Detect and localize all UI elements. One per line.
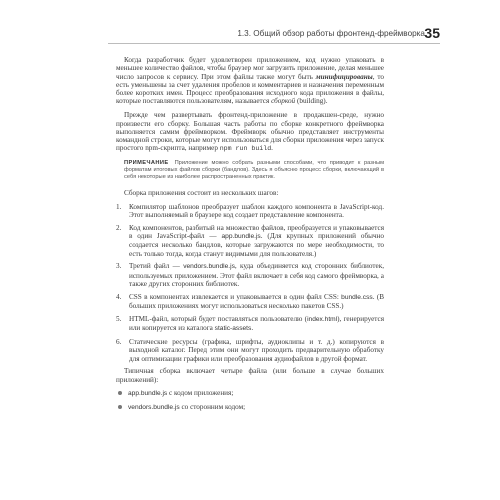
step-number: 5. [116,314,122,323]
step-text: . [251,324,254,333]
list-item [116,262,384,288]
step-text: Статические ресурсы (графика, шрифты, аудиоклипы и т. д.) копируются в выходной каталог. Перед этим они могут проходить предварительную обработку для оптимизации графики или преобразования аудиофайлов в другой формат. [129,337,384,363]
step-number: 2. [116,223,122,232]
term-build: сборкой [271,97,296,106]
step-text: , куда объединяется код сторонних библиотек, используемых приложением. Этот файл включает в себя код самого фреймворка, а также других сторонних библиотек. [129,262,384,288]
bundle-files-list [116,389,384,412]
list-item [116,203,384,220]
file-name: vendors.bundle.js [128,403,180,411]
step-number: 4. [116,292,122,301]
step-text: CSS в компонентах извлекается и упаковывается в один файл CSS: [129,292,342,301]
bundle-summary: Типичная сборка включает четыре файла (или больше в случае больших приложений): [116,367,384,384]
section-title: 1.3. Общий обзор работы фронтенд-фреймворка [237,29,425,38]
page-number: 35 [424,25,440,41]
list-item [116,224,384,258]
paragraph-text: Когда разработчик будет удовлетворен приложением, код нужно упаковать в меньшее количество файлов, чтобы браузер мог загрузить приложение, делая меньшее число запросов к сервису. При этом файлы также могут быть [116,56,384,81]
file-name: app.bundle.js [128,390,168,398]
note-block [124,160,384,181]
paragraph-deploy [116,111,384,153]
bullet-icon [118,391,122,395]
paragraph-build-intro [116,56,384,106]
term-minified: минифицированы [315,72,373,81]
bullet-icon [118,405,122,409]
steps-intro: Сборка приложения состоит из нескольких шагов: [124,188,279,197]
list-item [116,338,384,363]
header-divider [108,43,440,44]
list-item [116,293,384,311]
note-text: Приложение можно собрать разными способами, что приводит к разным форматам итоговых файлов сборки (бандлов). Здесь я объясню процесс сборки, включающий в себя некоторые из наиболее распространенных практик. [124,159,384,180]
step-number: 1. [116,202,122,211]
bullet-text: со сторонним кодом; [179,402,246,411]
file-name: bundle.css [341,293,373,301]
paragraph-text: Прежде чем развертывать фронтенд-приложение в продакшен-среде, нужно произвести его сборку. Большая часть работы по сборке конкретного фреймворка выполняется самим фреймворком. Фреймворк обычно представляет инструменты командной строки, которые могут использоваться для сборки приложения через запуск простого npm-скрипта, например [116,111,384,153]
build-steps-list [116,203,384,363]
page-header [0,26,500,46]
bullet-text: с кодом приложения; [167,389,234,398]
command-code: npm run build [219,145,272,153]
step-text: Код компонентов, разбитый на множество файлов, преобразуется и упаковывается в один JavaScript-файл — [129,223,384,240]
step-text: ), генерируется или копируется из каталога [129,314,384,333]
list-item [116,315,384,334]
paragraph-text: , то есть уменьшены за счет удаления пробелов и комментариев и назначения переменным более коротких имен. Процесс преобразования исходного кода приложения в файлы, которые поставляются пользователям, называется [116,72,385,106]
page-content [116,56,384,416]
file-name: app.bundle.js [221,232,261,240]
step-text: . (В больших приложениях могут использоваться несколько пакетов CSS.) [129,292,385,311]
note-label: ПРИМЕЧАНИЕ [124,159,169,166]
directory-name: static-assets [214,325,252,333]
step-text: Третий файл — [129,262,184,271]
file-name: vendors.bundle.js [183,263,235,271]
paragraph-text: . [271,144,273,153]
step-text: . (Для крупных приложений обычно создается несколько бандлов, которые загружаются по мере необходимости, то есть только тогда, когда станут видимыми для пользователя.) [129,231,384,258]
list-item [116,389,384,398]
step-number: 6. [116,337,122,346]
step-text: Компилятор шаблонов преобразует шаблон каждого компонента в JavaScript-код. Этот выполняемый в браузере код создает представление компонента. [129,202,384,219]
step-text: HTML-файл, который будет поставляться пользователю ( [129,314,308,323]
file-name: index.html [307,315,338,323]
step-number: 3. [116,262,122,271]
paragraph-text: (building). [295,97,328,106]
list-item [116,403,384,412]
